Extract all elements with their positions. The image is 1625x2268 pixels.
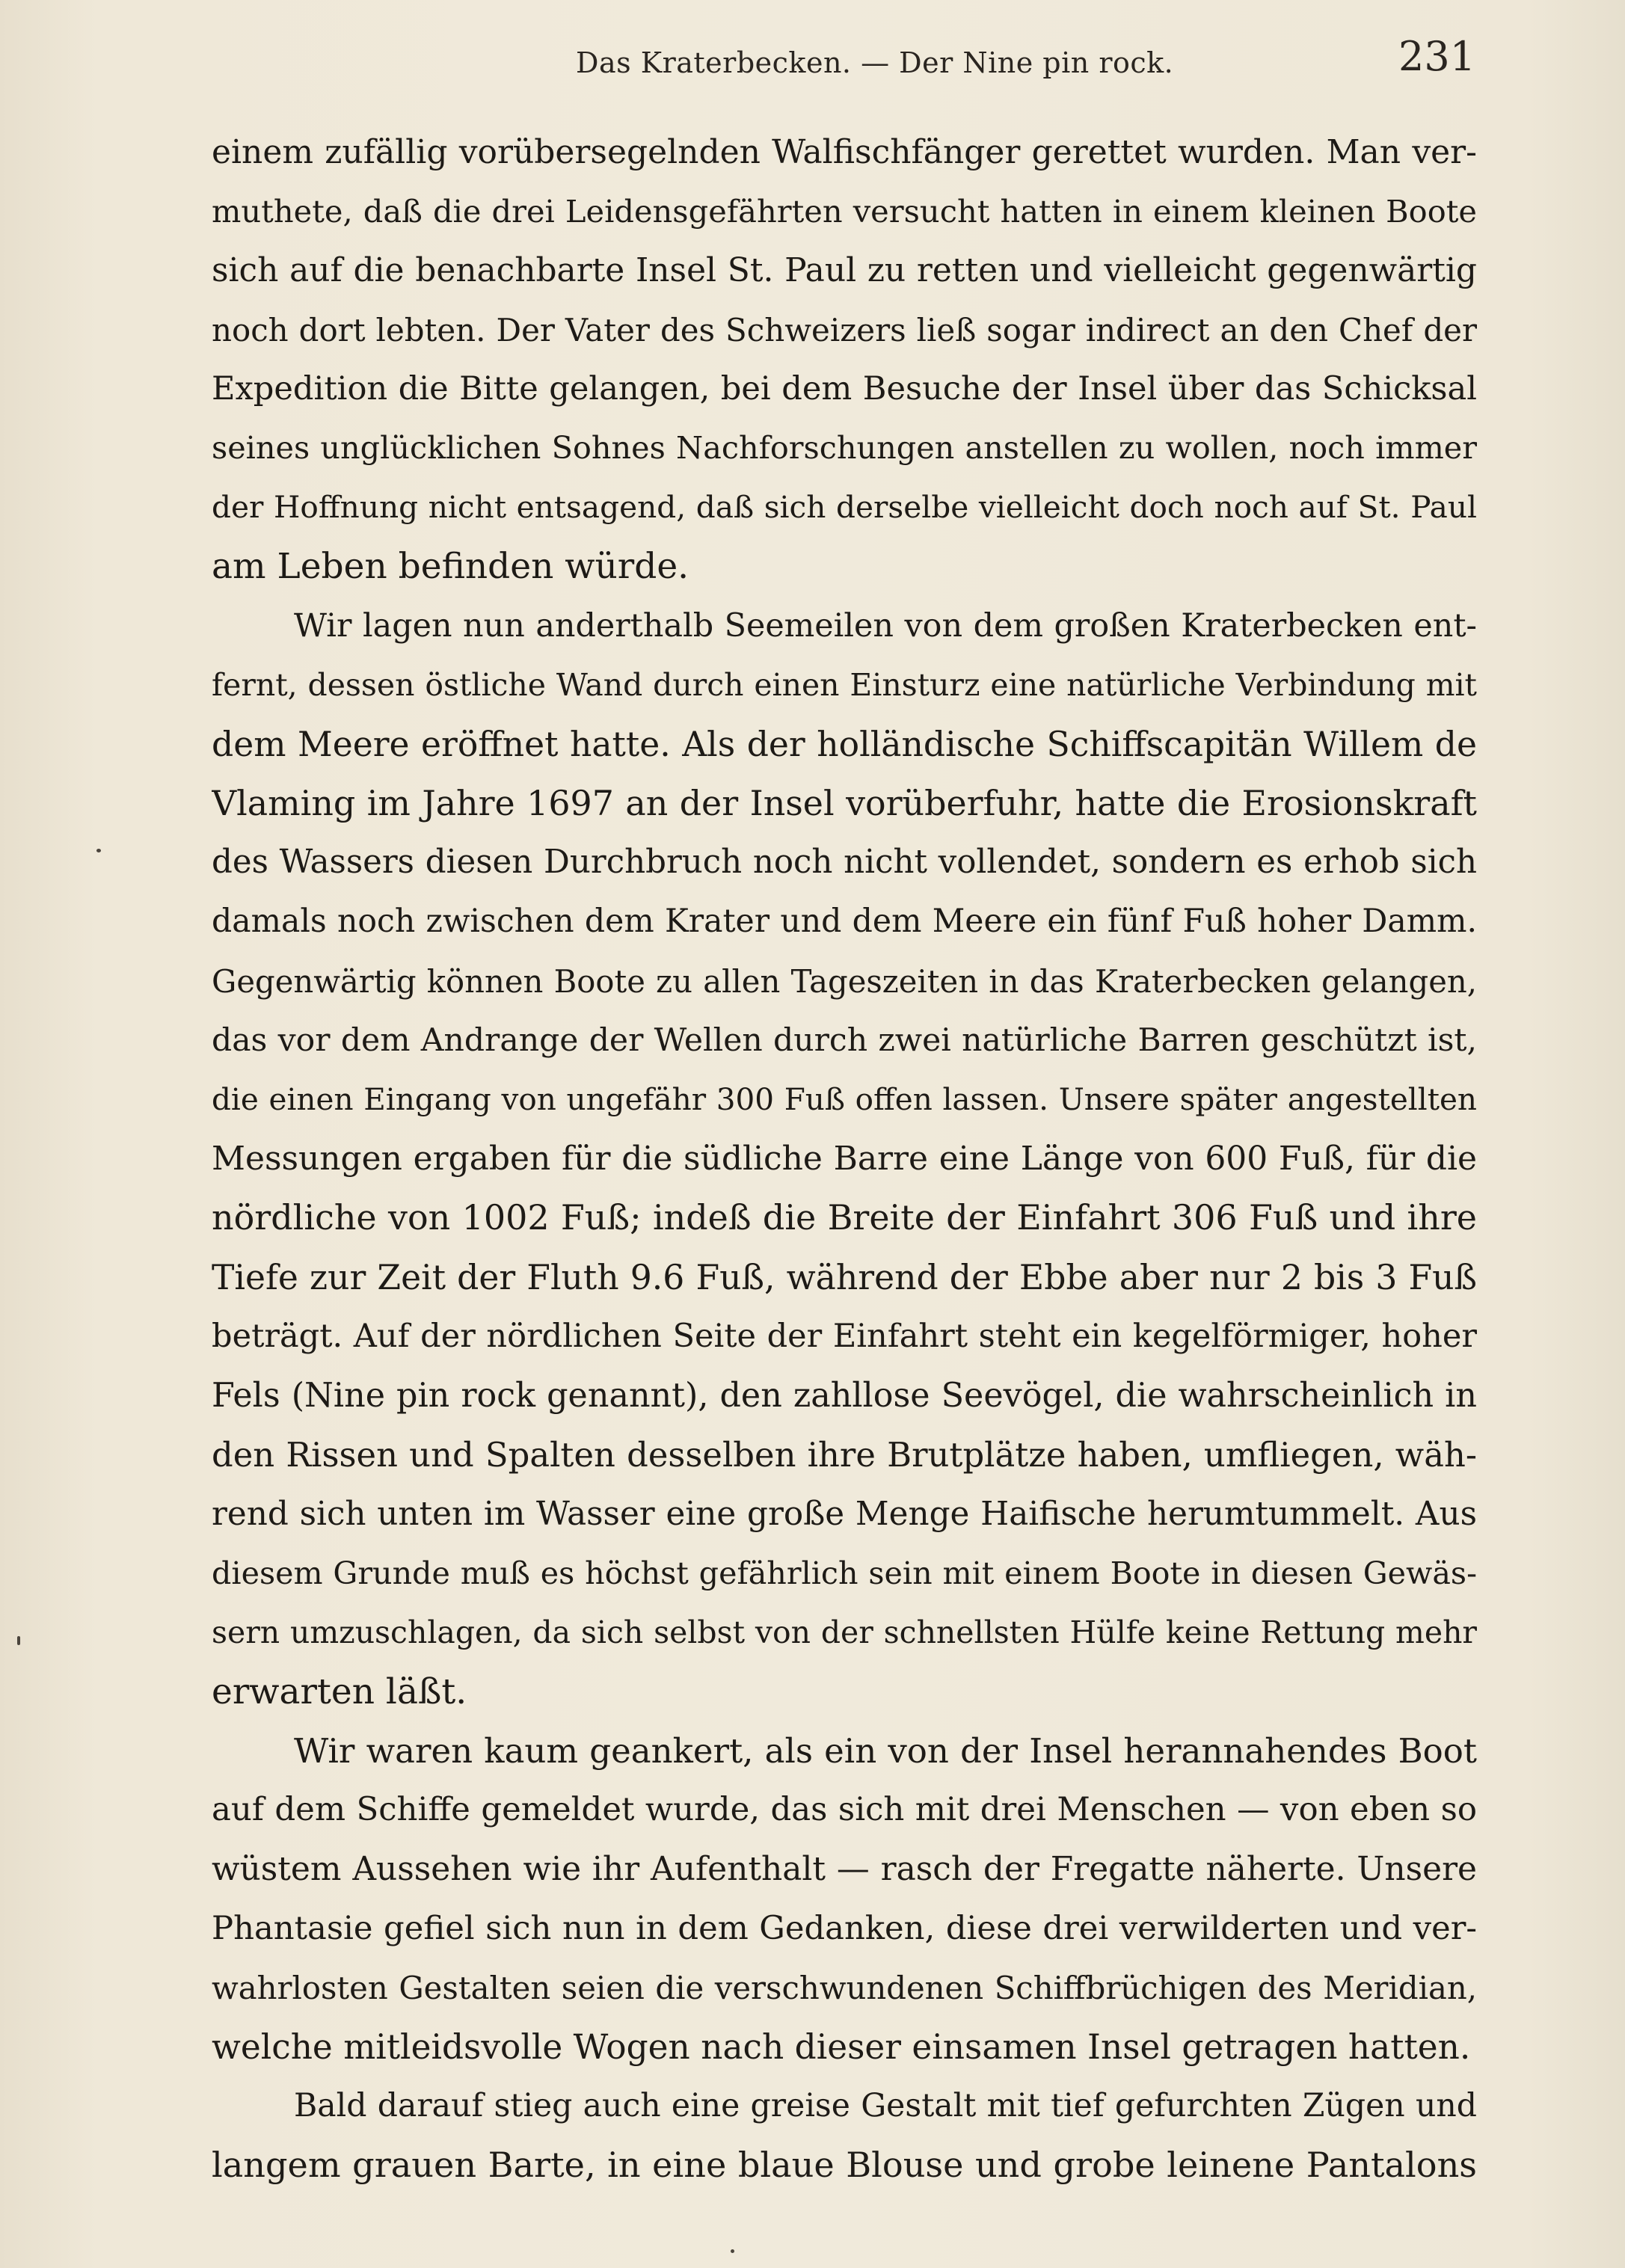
text-line: den Rissen und Spalten desselben ihre Brutplätze haben, umfliegen, wäh- [212, 1435, 1477, 1475]
print-speck [96, 849, 101, 852]
text-line: Bald darauf stieg auch eine greise Gestalt mit tief gefurchten Zügen und [294, 2088, 1477, 2125]
text-line: noch dort lebten. Der Vater des Schweizers ließ sogar indirect an den Chef der [212, 311, 1477, 348]
text-line: fernt, dessen östliche Wand durch einen Einsturz eine natürliche Verbindung mit [212, 666, 1477, 703]
text-line: erwarten läßt. [212, 1671, 467, 1712]
text-line: diesem Grunde muß es höchst gefährlich sein mit einem Boote in diesen Gewäs- [212, 1555, 1477, 1591]
text-line: Phantasie gefiel sich nun in dem Gedanken, diese drei verwilderten und ver- [212, 1909, 1477, 1947]
text-line: Expedition die Bitte gelangen, bei dem Besuche der Insel über das Schicksal [212, 369, 1477, 408]
text-line: das vor dem Andrange der Wellen durch zwei natürliche Barren geschützt ist, [212, 1021, 1477, 1059]
text-line: dem Meere eröffnet hatte. Als der holländische Schiffscapitän Willem de [212, 724, 1477, 764]
page-number: 231 [1398, 33, 1476, 80]
text-line: wüstem Aussehen wie ihr Aufenthalt — rasch der Fregatte näherte. Unsere [212, 1850, 1477, 1889]
text-line: sich auf die benachbarte Insel St. Paul zu retten und vielleicht gegenwärtig [212, 251, 1477, 290]
text-line: Wir waren kaum geankert, als ein von der Insel herannahendes Boot [294, 1731, 1477, 1771]
text-line: des Wassers diesen Durchbruch noch nicht vollendet, sondern es erhob sich [212, 843, 1477, 882]
text-line: Vlaming im Jahre 1697 an der Insel vorüberfuhr, hatte die Erosionskraft [212, 783, 1477, 824]
text-line: welche mitleidsvolle Wogen nach dieser einsamen Insel getragen hatten. [212, 2027, 1471, 2067]
text-line: muthete, daß die drei Leidensgefährten versucht hatten in einem kleinen Boote [212, 193, 1477, 230]
text-line: damals noch zwischen dem Krater und dem Meere ein fünf Fuß hoher Damm. [212, 903, 1477, 941]
text-line: nördliche von 1002 Fuß; indeß die Breite der Einfahrt 306 Fuß und ihre [212, 1197, 1477, 1238]
text-line: am Leben befinden würde. [212, 546, 689, 588]
text-line: die einen Eingang von ungefähr 300 Fuß offen lassen. Unsere später angestellten [212, 1081, 1477, 1117]
text-line: wahrlosten Gestalten seien die verschwundenen Schiffbrüchigen des Meridian, [212, 1969, 1477, 2006]
text-line: rend sich unten im Wasser eine große Menge Haifische herumtummelt. Aus [212, 1495, 1477, 1534]
text-line: der Hoffnung nicht entsagend, daß sich derselbe vielleicht doch noch auf St. Paul [212, 489, 1477, 526]
text-line: einem zufällig vorübersegelnden Walfischfänger gerettet wurden. Man ver- [212, 133, 1477, 171]
running-title: Das Kraterbecken. — Der Nine pin rock. [576, 46, 1174, 79]
text-line: beträgt. Auf der nördlichen Seite der Einfahrt steht ein kegelförmiger, hoher [212, 1317, 1477, 1355]
text-line: Gegenwärtig können Boote zu allen Tageszeiten in das Kraterbecken gelangen, [212, 962, 1477, 1000]
text-line: Fels (Nine pin rock genannt), den zahllose Seevögel, die wahrscheinlich in [212, 1376, 1477, 1415]
text-line: langem grauen Barte, in eine blaue Blouse und grobe leinene Pantalons [212, 2145, 1477, 2186]
print-speck [731, 2249, 734, 2253]
text-line: seines unglücklichen Sohnes Nachforschungen anstellen zu wollen, noch immer [212, 429, 1477, 466]
print-speck [17, 1636, 20, 1645]
text-line: auf dem Schiffe gemeldet wurde, das sich mit drei Menschen — von eben so [212, 1791, 1477, 1829]
running-head [0, 33, 1625, 93]
text-line: sern umzuschlagen, da sich selbst von der schnellsten Hülfe keine Rettung mehr [212, 1614, 1477, 1650]
body-text [212, 123, 1477, 2195]
text-line: Tiefe zur Zeit der Fluth 9.6 Fuß, während der Ebbe aber nur 2 bis 3 Fuß [212, 1257, 1477, 1297]
text-line: Messungen ergaben für die südliche Barre eine Länge von 600 Fuß, für die [212, 1140, 1477, 1178]
text-line: Wir lagen nun anderthalb Seemeilen von dem großen Kraterbecken ent- [294, 606, 1477, 645]
